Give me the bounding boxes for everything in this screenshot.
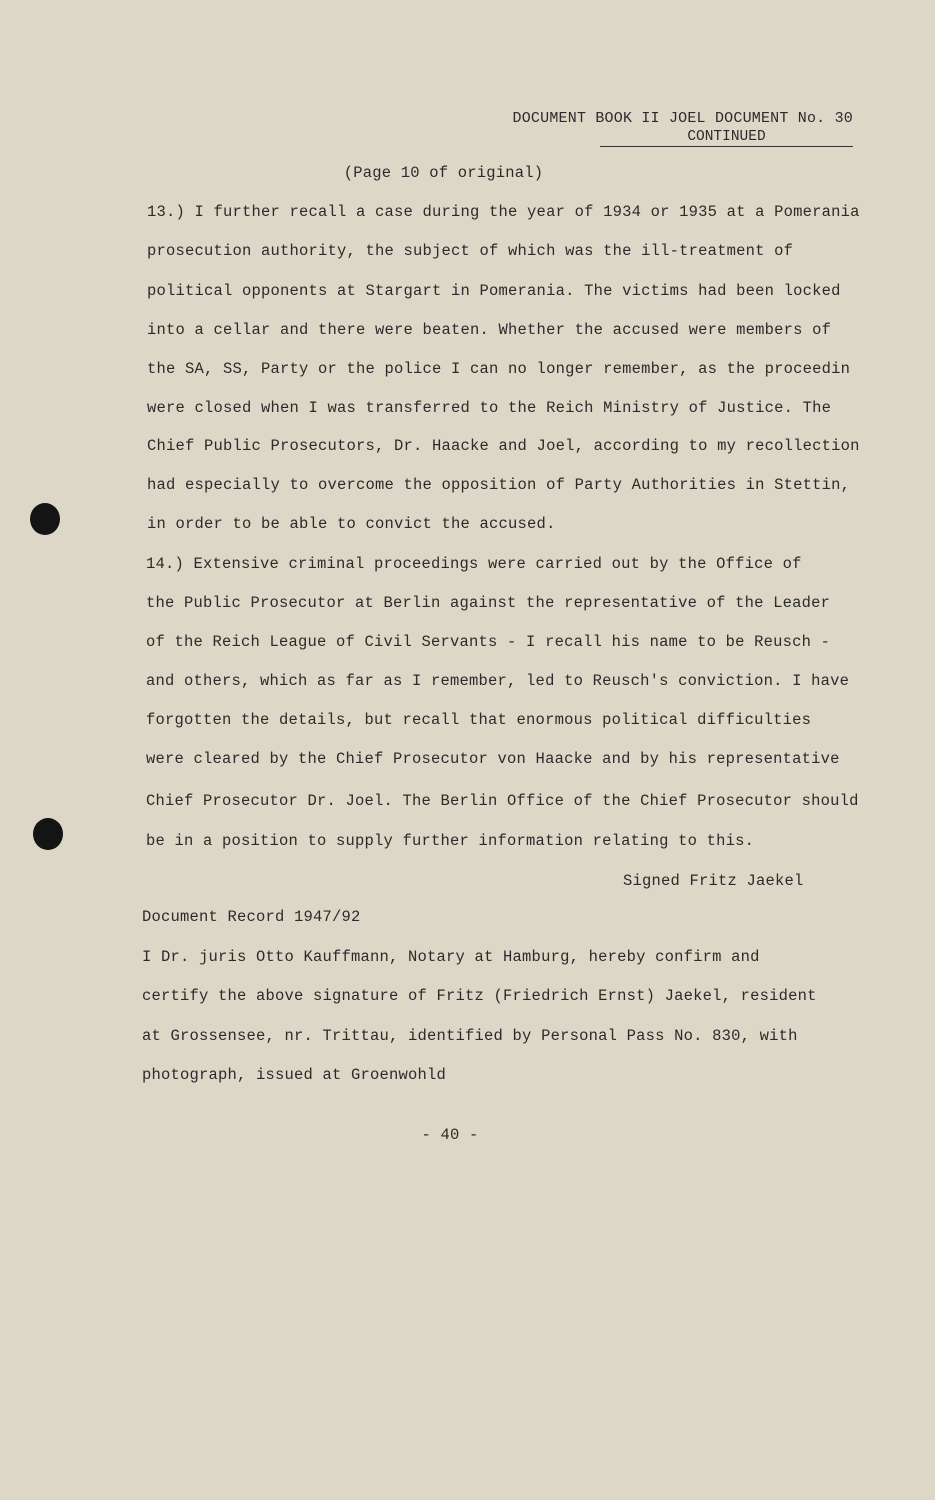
text-line: photograph, issued at Groenwohld (142, 1066, 447, 1084)
text-line: and others, which as far as I remember, led to Reusch's conviction. I have (146, 672, 850, 690)
text-line: were closed when I was transferred to the Reich Ministry of Justice. The (147, 399, 832, 417)
page-reference: (Page 10 of original) (343, 164, 544, 182)
text-line: were cleared by the Chief Prosecutor von Haacke and by his representative (146, 750, 840, 768)
text-line: prosecution authority, the subject of which was the ill-treatment of (147, 242, 794, 260)
text-line: political opponents at Stargart in Pomerania. The victims had been locked (147, 282, 841, 300)
text-line: 13.) I further recall a case during the year of 1934 or 1935 at a Pomerania (147, 203, 860, 221)
text-line: Chief Public Prosecutors, Dr. Haacke and Joel, according to my recollection (147, 437, 860, 455)
text-line: forgotten the details, but recall that enormous political difficulties (146, 711, 812, 729)
text-line: at Grossensee, nr. Trittau, identified by Personal Pass No. 830, with (142, 1027, 798, 1045)
text-line: of the Reich League of Civil Servants - I recall his name to be Reusch - (146, 633, 831, 651)
punch-hole-bottom (33, 818, 63, 850)
punch-hole-top (30, 503, 60, 535)
text-line: be in a position to supply further information relating to this. (146, 832, 755, 850)
text-line: the SA, SS, Party or the police I can no longer remember, as the proceedin (147, 360, 851, 378)
document-header: DOCUMENT BOOK II JOEL DOCUMENT No. 30 (512, 110, 853, 127)
text-line: in order to be able to convict the accused. (147, 515, 556, 533)
page-number: - 40 - (421, 1126, 479, 1144)
text-line: certify the above signature of Fritz (Friedrich Ernst) Jaekel, resident (142, 987, 817, 1005)
text-line: 14.) Extensive criminal proceedings were carried out by the Office of (146, 555, 802, 573)
text-line: had especially to overcome the opposition of Party Authorities in Stettin, (147, 476, 851, 494)
text-line: I Dr. juris Otto Kauffmann, Notary at Hamburg, hereby confirm and (142, 948, 760, 966)
continued-label: CONTINUED (600, 129, 853, 147)
signature-line: Signed Fritz Jaekel (623, 872, 804, 890)
text-line: the Public Prosecutor at Berlin against the representative of the Leader (146, 594, 831, 612)
text-line: Chief Prosecutor Dr. Joel. The Berlin Office of the Chief Prosecutor should (146, 792, 859, 810)
text-line: into a cellar and there were beaten. Whether the accused were members of (147, 321, 832, 339)
document-record: Document Record 1947/92 (142, 908, 361, 926)
